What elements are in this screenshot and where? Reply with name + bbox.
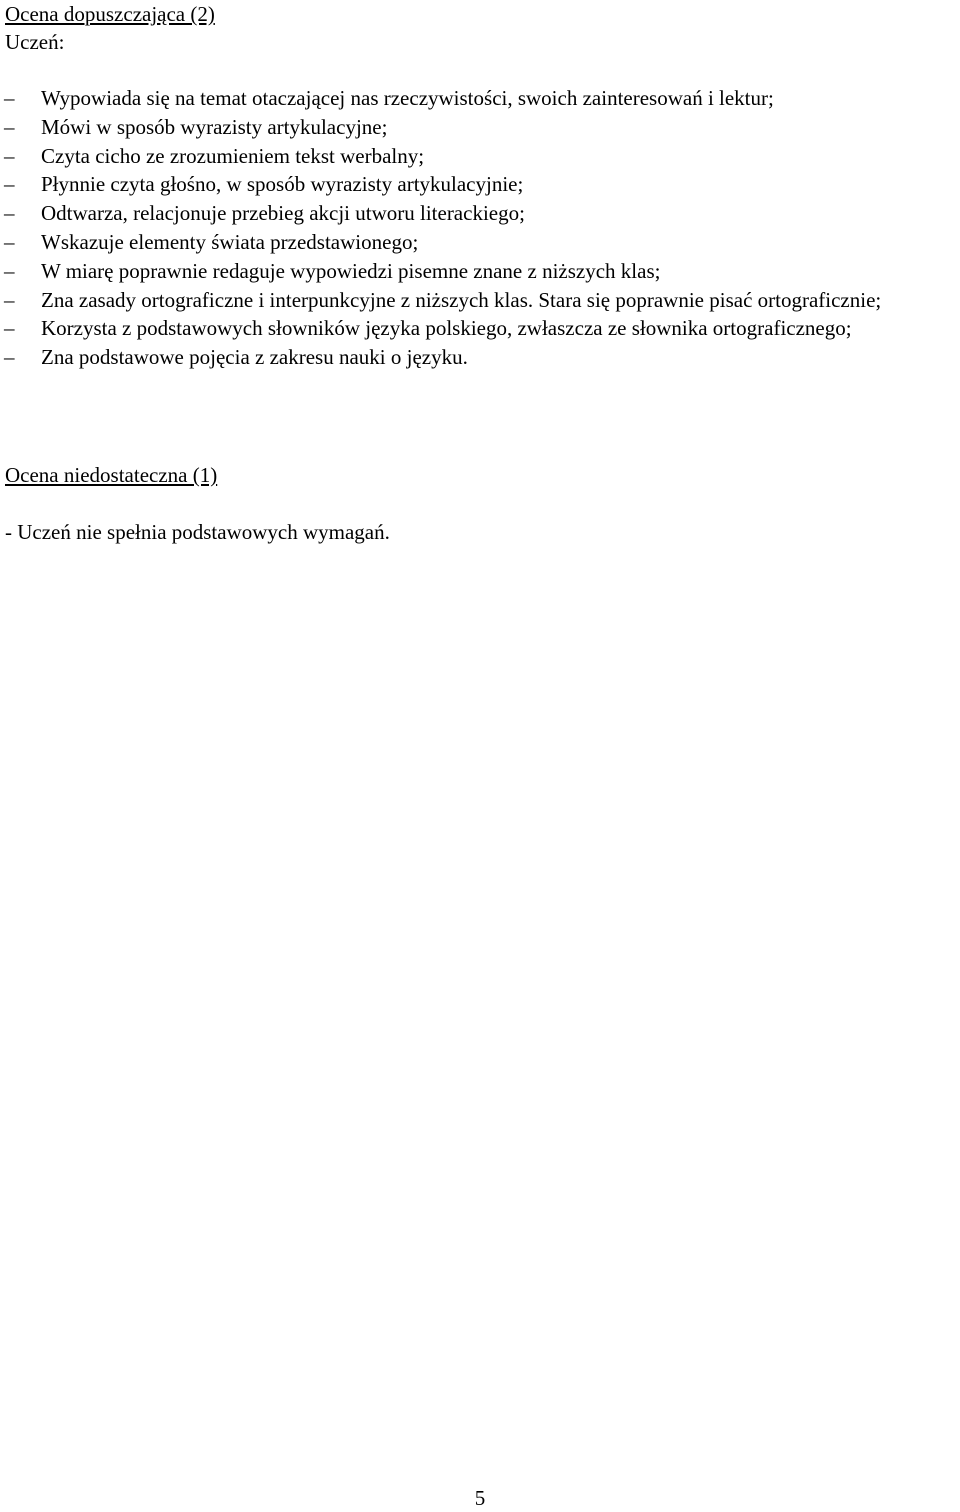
- list-item-text: Czyta cicho ze zrozumieniem tekst werbalny;: [41, 143, 425, 168]
- list-item: [0, 113, 960, 142]
- dash-bullet: –: [4, 229, 15, 254]
- intro-uczen: Uczeń:: [5, 30, 65, 54]
- list-item-text: Mówi w sposób wyrazisty artykulacyjne;: [41, 114, 388, 139]
- list-item: [0, 228, 960, 257]
- dash-bullet: –: [4, 114, 15, 139]
- niedostateczna-text: - Uczeń nie spełnia podstawowych wymagań.: [5, 520, 390, 544]
- dash-bullet: –: [4, 201, 15, 226]
- list-item: [0, 199, 960, 228]
- list-item: [0, 343, 960, 372]
- heading-ocena-niedostateczna: Ocena niedostateczna (1): [5, 463, 218, 487]
- list-item-text: Wskazuje elementy świata przedstawionego;: [41, 229, 419, 254]
- dash-bullet: –: [4, 287, 15, 312]
- list-item-text: Płynnie czyta głośno, w sposób wyrazisty artykulacyjnie;: [41, 172, 524, 197]
- dash-bullet: –: [4, 86, 15, 110]
- heading-ocena-dopuszczajaca: Ocena dopuszczająca (2): [5, 2, 215, 26]
- list-item-text: Zna zasady ortograficzne i interpunkcyjne z niższych klas. Stara się poprawnie pisać ortograficznie;: [41, 287, 882, 312]
- list-item-text: Zna podstawowe pojęcia z zakresu nauki o języku.: [41, 345, 468, 370]
- list-item-text: Wypowiada się na temat otaczającej nas rzeczywistości, swoich zainteresowań i lektur;: [41, 86, 774, 110]
- list-item: [0, 314, 960, 343]
- list-item-text: W miarę poprawnie redaguje wypowiedzi pisemne znane z niższych klas;: [41, 258, 661, 283]
- requirements-list: [0, 84, 960, 372]
- list-item: [0, 170, 960, 199]
- dash-bullet: –: [4, 258, 15, 283]
- list-item-text: Korzysta z podstawowych słowników języka polskiego, zwłaszcza ze słownika ortograficznego;: [41, 316, 852, 341]
- list-item-text: Odtwarza, relacjonuje przebieg akcji utworu literackiego;: [41, 201, 525, 226]
- list-item: [0, 286, 960, 315]
- dash-bullet: –: [4, 172, 15, 197]
- list-item: [0, 84, 960, 113]
- dash-bullet: –: [4, 345, 15, 370]
- list-item: [0, 142, 960, 171]
- dash-bullet: –: [4, 143, 15, 168]
- page-number: 5: [474, 1486, 486, 1510]
- list-item: [0, 257, 960, 286]
- dash-bullet: –: [4, 316, 15, 341]
